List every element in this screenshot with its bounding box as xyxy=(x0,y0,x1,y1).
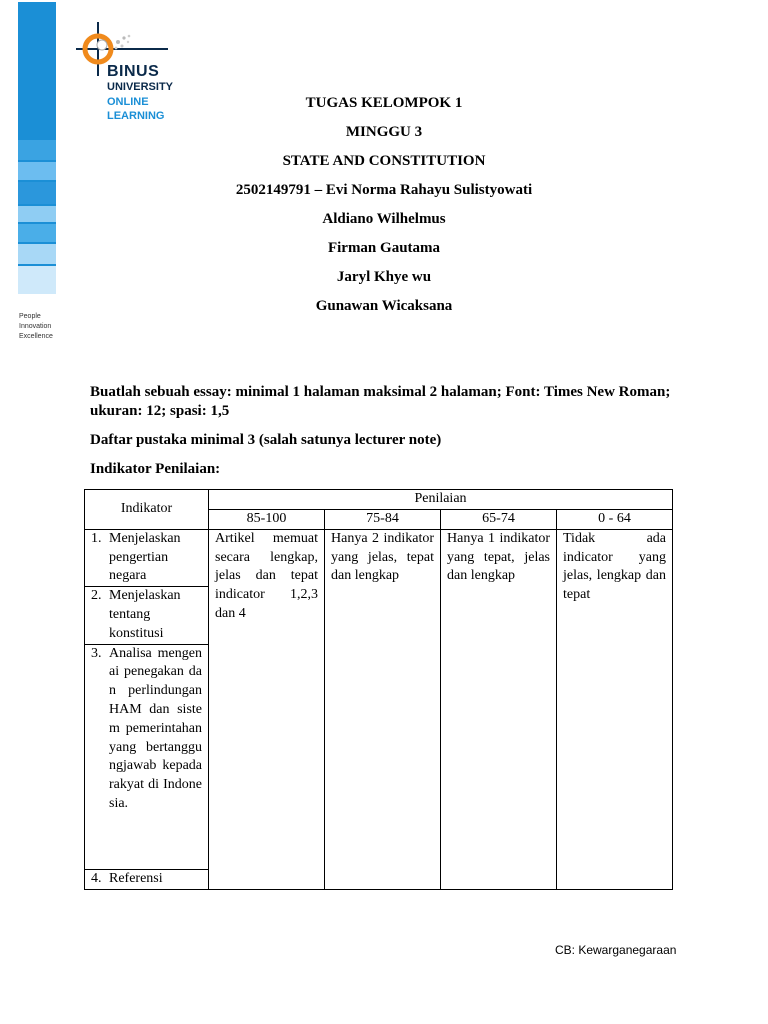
header-penilaian: Penilaian xyxy=(209,490,673,510)
indicator-cell: 1. Menjelaskan pengertian negara xyxy=(85,529,209,586)
description-cell: Artikel memuat secara lengkap, jelas dan tepat indicator 1,2,3 dan 4 xyxy=(209,529,325,889)
score-range: 85-100 xyxy=(209,510,325,530)
score-range: 75-84 xyxy=(325,510,441,530)
essay-instruction: Buatlah sebuah essay: minimal 1 halaman maksimal 2 halaman; Font: Times New Roman; ukuran: 12; spasi: 1,5 xyxy=(90,384,671,419)
member-name: Aldiano Wilhelmus xyxy=(322,211,446,227)
description-cell: Hanya 1 indikator yang tepat, jelas dan lengkap xyxy=(441,529,557,889)
description-cell: Hanya 2 indikator yang jelas, tepat dan lengkap xyxy=(325,529,441,889)
logo-word-binus: BINUS xyxy=(107,63,160,80)
indicator-text: Menjelaskan tentang konstitusi xyxy=(109,588,181,641)
score-range: 0 - 64 xyxy=(557,510,673,530)
indicator-heading: Indikator Penilaian: xyxy=(90,461,221,477)
indicator-text: Menjelaskan pengertian negara xyxy=(109,530,181,584)
indicator-text: Referensi xyxy=(109,870,163,886)
logo-word-online: ONLINE xyxy=(107,96,149,108)
member-name: 2502149791 – Evi Norma Rahayu Sulistyowati xyxy=(235,182,533,198)
score-range: 65-74 xyxy=(441,510,557,530)
member-name: Gunawan Wicaksana xyxy=(315,298,453,314)
indicator-cell: 4. Referensi xyxy=(85,869,209,889)
rubric-table xyxy=(84,489,673,890)
member-name: Firman Gautama xyxy=(327,240,441,256)
week-label: MINGGU 3 xyxy=(345,124,423,140)
course-code-footer: CB: Kewarganegaraan xyxy=(555,943,677,957)
member-name: Jaryl Khye wu xyxy=(336,269,432,285)
logo-word-learning: LEARNING xyxy=(107,110,165,122)
document-title-block xyxy=(0,93,768,325)
logo-word-university: UNIVERSITY xyxy=(107,81,174,93)
indicator-cell: 3. Analisa mengenai penegakan dan perlindungan HAM dan sistem pemerintahan yang bertanggungjawab kepada rakyat di Indonesia. xyxy=(85,644,209,869)
indicator-cell: 2. Menjelaskan tentang konstitusi xyxy=(85,587,209,644)
course-topic: STATE AND CONSTITUTION xyxy=(282,153,486,169)
header-indicator: Indikator xyxy=(85,490,209,530)
brand-tagline: People Innovation Excellence xyxy=(19,313,53,340)
description-cell: Tidak ada indicator yang jelas, lengkap dan tepat xyxy=(557,529,673,889)
indicator-text: Analisa mengenai penegakan dan perlindungan HAM dan sistem pemerintahan yang bertanggungjawab kepada rakyat di Indonesia. xyxy=(109,645,202,811)
reference-instruction: Daftar pustaka minimal 3 (salah satunya lecturer note) xyxy=(90,432,442,448)
assignment-title: TUGAS KELOMPOK 1 xyxy=(305,95,463,111)
